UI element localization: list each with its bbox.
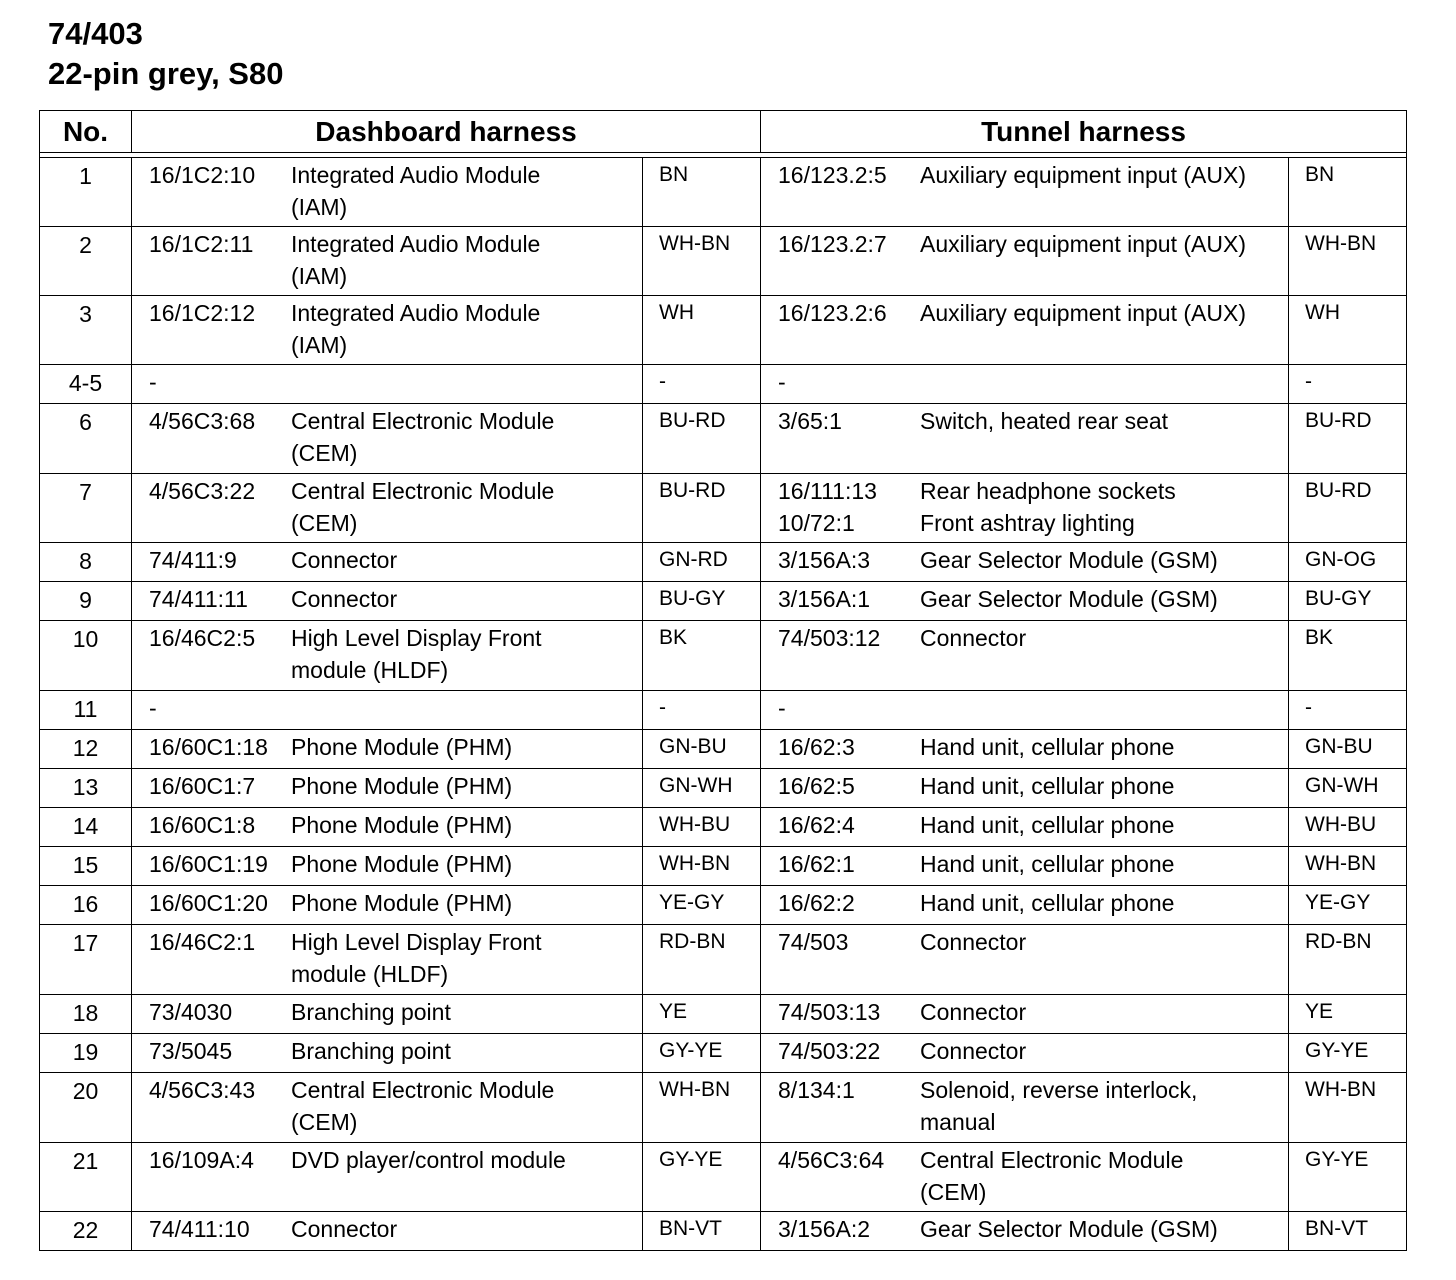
- tunnel-connection: [761, 158, 1289, 227]
- dashboard-wire-color: GN-RD: [643, 543, 761, 582]
- tunnel-connection: [761, 296, 1289, 365]
- pin-reference: 16/46C2:1: [149, 929, 256, 955]
- tunnel-connection: [761, 621, 1289, 691]
- pin-reference: 16/62:3: [778, 734, 855, 760]
- tunnel-connection: [761, 847, 1289, 886]
- pin-reference: 16/60C1:7: [149, 773, 256, 799]
- pin-reference: 16/123.2:6: [778, 300, 887, 326]
- pin-reference: 74/503:13: [778, 999, 881, 1025]
- pin-reference: 8/134:1: [778, 1077, 855, 1103]
- pin-number: 10: [40, 621, 132, 691]
- dashboard-connection-line: [149, 436, 642, 468]
- pin-reference: 4/56C3:43: [149, 1077, 256, 1103]
- tunnel-connection: [761, 730, 1289, 769]
- dashboard-connection-line: [149, 296, 642, 328]
- tunnel-connection: [761, 995, 1289, 1034]
- pin-reference: -: [778, 369, 786, 395]
- pin-reference: 16/62:2: [778, 890, 855, 916]
- component-description: Hand unit, cellular phone: [920, 890, 1175, 916]
- dashboard-connection-line: [149, 582, 642, 614]
- table-row: [40, 1034, 1407, 1073]
- component-description: (IAM): [291, 194, 348, 220]
- dashboard-connection-line: [149, 365, 642, 397]
- component-description: Integrated Audio Module: [291, 231, 541, 257]
- pin-number: 4-5: [40, 365, 132, 404]
- component-description: Connector: [920, 625, 1027, 651]
- component-description: Central Electronic Module: [291, 1077, 555, 1103]
- component-description: Gear Selector Module (GSM): [920, 586, 1218, 612]
- pin-reference: 74/503: [778, 929, 849, 955]
- tunnel-wire-color: GN-BU: [1289, 730, 1407, 769]
- tunnel-connection-line: [778, 1105, 1288, 1137]
- pin-number: 3: [40, 296, 132, 365]
- tunnel-connection-line: [778, 404, 1288, 436]
- component-description: Gear Selector Module (GSM): [920, 547, 1218, 573]
- tunnel-connection-line: [778, 925, 1288, 957]
- pin-number: 12: [40, 730, 132, 769]
- tunnel-connection: [761, 582, 1289, 621]
- component-description: module (HLDF): [291, 657, 449, 683]
- pin-reference: 4/56C3:68: [149, 408, 256, 434]
- tunnel-connection: [761, 365, 1289, 404]
- table-row: [40, 227, 1407, 296]
- dashboard-connection-line: [149, 730, 642, 762]
- dashboard-wire-color: WH-BN: [643, 227, 761, 296]
- component-description: Hand unit, cellular phone: [920, 734, 1175, 760]
- component-description: (CEM): [291, 510, 358, 536]
- tunnel-connection-line: [778, 227, 1288, 259]
- pin-reference: 16/60C1:8: [149, 812, 256, 838]
- dashboard-connection-line: [149, 808, 642, 840]
- dashboard-connection-line: [149, 259, 642, 291]
- tunnel-connection-line: [778, 506, 1288, 538]
- dashboard-connection: [132, 1143, 643, 1212]
- table-row: [40, 808, 1407, 847]
- dashboard-connection-line: [149, 925, 642, 957]
- dashboard-connection: [132, 730, 643, 769]
- tunnel-connection-line: [778, 886, 1288, 918]
- tunnel-connection: [761, 404, 1289, 474]
- tunnel-wire-color: BK: [1289, 621, 1407, 691]
- document-title-block: [48, 14, 283, 94]
- dashboard-connection: [132, 847, 643, 886]
- pin-rows: [40, 158, 1407, 1251]
- pin-reference: 16/62:4: [778, 812, 855, 838]
- dashboard-connection: [132, 158, 643, 227]
- pin-reference: 16/1C2:11: [149, 231, 254, 257]
- component-description: Hand unit, cellular phone: [920, 851, 1175, 877]
- pin-number: 17: [40, 925, 132, 995]
- pin-reference: -: [149, 369, 157, 395]
- table-row: [40, 582, 1407, 621]
- dashboard-connection-line: [149, 886, 642, 918]
- tunnel-connection-line: [778, 1212, 1288, 1244]
- dashboard-connection-line: [149, 474, 642, 506]
- tunnel-connection: [761, 474, 1289, 543]
- header-no: No.: [40, 111, 132, 153]
- dashboard-wire-color: GY-YE: [643, 1143, 761, 1212]
- pin-reference: 16/123.2:7: [778, 231, 887, 257]
- pin-reference: 16/109A:4: [149, 1147, 254, 1173]
- pin-reference: 16/123.2:5: [778, 162, 887, 188]
- component-description: Connector: [920, 929, 1027, 955]
- dashboard-connection-line: [149, 653, 642, 685]
- component-description: Phone Module (PHM): [291, 773, 513, 799]
- pin-number: 9: [40, 582, 132, 621]
- dashboard-wire-color: RD-BN: [643, 925, 761, 995]
- pin-reference: 16/62:1: [778, 851, 855, 877]
- dashboard-connection: [132, 691, 643, 730]
- tunnel-connection-line: [778, 296, 1288, 328]
- tunnel-connection-line: [778, 474, 1288, 506]
- tunnel-connection-line: [778, 769, 1288, 801]
- component-description: Phone Module (PHM): [291, 734, 513, 760]
- component-description: High Level Display Front: [291, 625, 542, 651]
- tunnel-wire-color: GY-YE: [1289, 1143, 1407, 1212]
- tunnel-wire-color: WH: [1289, 296, 1407, 365]
- table-row: [40, 621, 1407, 691]
- pin-reference: 3/65:1: [778, 408, 842, 434]
- table-row: [40, 769, 1407, 808]
- component-description: Solenoid, reverse interlock,: [920, 1077, 1198, 1103]
- tunnel-connection-line: [778, 543, 1288, 575]
- dashboard-wire-color: YE: [643, 995, 761, 1034]
- pin-reference: 4/56C3:22: [149, 478, 256, 504]
- pin-reference: 74/503:12: [778, 625, 881, 651]
- component-description: (CEM): [291, 440, 358, 466]
- dashboard-connection-line: [149, 1143, 642, 1175]
- pin-reference: 16/1C2:10: [149, 162, 256, 188]
- component-description: Connector: [291, 586, 398, 612]
- tunnel-wire-color: -: [1289, 691, 1407, 730]
- table-row: [40, 543, 1407, 582]
- pin-number: 1: [40, 158, 132, 227]
- component-description: DVD player/control module: [291, 1147, 566, 1173]
- table-row: [40, 158, 1407, 227]
- header-row: [40, 111, 1407, 153]
- dashboard-connection: [132, 296, 643, 365]
- table-row: [40, 691, 1407, 730]
- dashboard-connection: [132, 1212, 643, 1251]
- pin-reference: 16/1C2:12: [149, 300, 256, 326]
- dashboard-connection: [132, 886, 643, 925]
- tunnel-wire-color: -: [1289, 365, 1407, 404]
- dashboard-connection-line: [149, 691, 642, 723]
- tunnel-connection: [761, 808, 1289, 847]
- tunnel-connection: [761, 543, 1289, 582]
- dashboard-wire-color: YE-GY: [643, 886, 761, 925]
- component-description: Central Electronic Module: [291, 478, 555, 504]
- component-description: Central Electronic Module: [291, 408, 555, 434]
- pin-number: 21: [40, 1143, 132, 1212]
- dashboard-connection-line: [149, 957, 642, 989]
- pin-number: 13: [40, 769, 132, 808]
- pin-reference: 16/46C2:5: [149, 625, 256, 651]
- dashboard-connection: [132, 365, 643, 404]
- tunnel-connection-line: [778, 1034, 1288, 1066]
- component-description: Phone Module (PHM): [291, 851, 513, 877]
- dashboard-wire-color: GY-YE: [643, 1034, 761, 1073]
- component-description: Connector: [920, 999, 1027, 1025]
- pin-reference: 74/411:11: [149, 586, 248, 612]
- dashboard-connection-line: [149, 1105, 642, 1137]
- pin-number: 14: [40, 808, 132, 847]
- pin-reference: 74/411:9: [149, 547, 237, 573]
- dashboard-wire-color: WH-BN: [643, 847, 761, 886]
- table-row: [40, 1073, 1407, 1143]
- component-description: Connector: [920, 1038, 1027, 1064]
- pin-reference: 74/411:10: [149, 1216, 250, 1242]
- tunnel-wire-color: RD-BN: [1289, 925, 1407, 995]
- component-description: Connector: [291, 547, 398, 573]
- header-dashboard-harness: Dashboard harness: [132, 111, 761, 153]
- pin-number: 7: [40, 474, 132, 543]
- dashboard-connection: [132, 404, 643, 474]
- pin-number: 19: [40, 1034, 132, 1073]
- dashboard-wire-color: BU-RD: [643, 404, 761, 474]
- tunnel-connection-line: [778, 582, 1288, 614]
- component-description: Branching point: [291, 999, 451, 1025]
- component-description: Integrated Audio Module: [291, 300, 541, 326]
- component-description: Hand unit, cellular phone: [920, 773, 1175, 799]
- pin-number: 11: [40, 691, 132, 730]
- dashboard-wire-color: BN-VT: [643, 1212, 761, 1251]
- tunnel-connection-line: [778, 1175, 1288, 1207]
- tunnel-connection: [761, 1034, 1289, 1073]
- dashboard-connection-line: [149, 190, 642, 222]
- tunnel-connection-line: [778, 158, 1288, 190]
- tunnel-connection-line: [778, 1143, 1288, 1175]
- table-row: [40, 404, 1407, 474]
- pin-reference: 16/60C1:18: [149, 734, 268, 760]
- component-description: Auxiliary equipment input (AUX): [920, 162, 1246, 188]
- pin-reference: 74/503:22: [778, 1038, 881, 1064]
- tunnel-wire-color: GY-YE: [1289, 1034, 1407, 1073]
- tunnel-connection-line: [778, 365, 1288, 397]
- table-row: [40, 995, 1407, 1034]
- component-description: Central Electronic Module: [920, 1147, 1184, 1173]
- pin-reference: 16/60C1:20: [149, 890, 268, 916]
- dashboard-connection-line: [149, 847, 642, 879]
- dashboard-connection-line: [149, 543, 642, 575]
- component-description: Rear headphone sockets: [920, 478, 1176, 504]
- pin-reference: 16/60C1:19: [149, 851, 268, 877]
- tunnel-wire-color: WH-BN: [1289, 1073, 1407, 1143]
- dashboard-connection: [132, 582, 643, 621]
- table-row: [40, 1212, 1407, 1251]
- dashboard-wire-color: -: [643, 365, 761, 404]
- dashboard-connection-line: [149, 995, 642, 1027]
- dashboard-wire-color: WH-BU: [643, 808, 761, 847]
- pin-reference: 3/156A:1: [778, 586, 871, 612]
- dashboard-wire-color: -: [643, 691, 761, 730]
- component-description: (CEM): [291, 1109, 358, 1135]
- pin-reference: 10/72:1: [778, 510, 855, 536]
- tunnel-connection: [761, 1073, 1289, 1143]
- pin-reference: 73/5045: [149, 1038, 233, 1064]
- dashboard-connection-line: [149, 1073, 642, 1105]
- tunnel-connection: [761, 925, 1289, 995]
- dashboard-connection-line: [149, 404, 642, 436]
- tunnel-wire-color: WH-BN: [1289, 847, 1407, 886]
- component-description: Branching point: [291, 1038, 451, 1064]
- tunnel-wire-color: GN-WH: [1289, 769, 1407, 808]
- dashboard-connection: [132, 621, 643, 691]
- tunnel-wire-color: BN-VT: [1289, 1212, 1407, 1251]
- tunnel-wire-color: BN: [1289, 158, 1407, 227]
- tunnel-connection: [761, 769, 1289, 808]
- dashboard-connection: [132, 995, 643, 1034]
- dashboard-wire-color: BN: [643, 158, 761, 227]
- component-description: (CEM): [920, 1179, 987, 1205]
- dashboard-connection-line: [149, 1034, 642, 1066]
- pin-number: 15: [40, 847, 132, 886]
- component-description: module (HLDF): [291, 961, 449, 987]
- dashboard-wire-color: WH-BN: [643, 1073, 761, 1143]
- dashboard-connection-line: [149, 1212, 642, 1244]
- dashboard-connection: [132, 808, 643, 847]
- table-row: [40, 1143, 1407, 1212]
- tunnel-connection-line: [778, 691, 1288, 723]
- pin-reference: -: [778, 695, 786, 721]
- tunnel-connection-line: [778, 995, 1288, 1027]
- header-tunnel-harness: Tunnel harness: [761, 111, 1407, 153]
- tunnel-connection-line: [778, 808, 1288, 840]
- pin-number: 18: [40, 995, 132, 1034]
- tunnel-connection-line: [778, 730, 1288, 762]
- table-row: [40, 925, 1407, 995]
- pin-reference: 3/156A:2: [778, 1216, 871, 1242]
- dashboard-connection-line: [149, 769, 642, 801]
- pin-number: 6: [40, 404, 132, 474]
- component-description: Integrated Audio Module: [291, 162, 541, 188]
- tunnel-wire-color: YE: [1289, 995, 1407, 1034]
- tunnel-connection: [761, 227, 1289, 296]
- pin-number: 20: [40, 1073, 132, 1143]
- dashboard-connection-line: [149, 621, 642, 653]
- pin-number: 16: [40, 886, 132, 925]
- component-description: Phone Module (PHM): [291, 890, 513, 916]
- component-description: Connector: [291, 1216, 398, 1242]
- pin-number: 22: [40, 1212, 132, 1251]
- component-description: Switch, heated rear seat: [920, 408, 1169, 434]
- table-row: [40, 474, 1407, 543]
- dashboard-connection-line: [149, 158, 642, 190]
- dashboard-wire-color: BU-RD: [643, 474, 761, 543]
- tunnel-connection: [761, 691, 1289, 730]
- component-description: Gear Selector Module (GSM): [920, 1216, 1218, 1242]
- dashboard-connection-line: [149, 506, 642, 538]
- tunnel-wire-color: BU-GY: [1289, 582, 1407, 621]
- component-description: manual: [920, 1109, 996, 1135]
- table-row: [40, 847, 1407, 886]
- component-description: High Level Display Front: [291, 929, 542, 955]
- pin-reference: 73/4030: [149, 999, 233, 1025]
- component-description: Front ashtray lighting: [920, 510, 1135, 536]
- tunnel-connection-line: [778, 847, 1288, 879]
- dashboard-wire-color: BK: [643, 621, 761, 691]
- dashboard-connection: [132, 1034, 643, 1073]
- dashboard-connection: [132, 543, 643, 582]
- pin-reference: 4/56C3:64: [778, 1147, 885, 1173]
- dashboard-wire-color: BU-GY: [643, 582, 761, 621]
- tunnel-wire-color: WH-BU: [1289, 808, 1407, 847]
- table-row: [40, 886, 1407, 925]
- dashboard-wire-color: WH: [643, 296, 761, 365]
- dashboard-connection: [132, 227, 643, 296]
- dashboard-wire-color: GN-BU: [643, 730, 761, 769]
- dashboard-connection: [132, 769, 643, 808]
- table-row: [40, 730, 1407, 769]
- pin-table: [39, 110, 1407, 1251]
- pin-reference: 16/62:5: [778, 773, 855, 799]
- component-description: (IAM): [291, 332, 348, 358]
- table-row: [40, 365, 1407, 404]
- tunnel-wire-color: BU-RD: [1289, 404, 1407, 474]
- tunnel-connection: [761, 1212, 1289, 1251]
- table-row: [40, 296, 1407, 365]
- pin-reference: 16/111:13: [778, 478, 877, 504]
- pin-number: 2: [40, 227, 132, 296]
- dashboard-connection: [132, 474, 643, 543]
- tunnel-connection-line: [778, 621, 1288, 653]
- tunnel-wire-color: YE-GY: [1289, 886, 1407, 925]
- component-description: Hand unit, cellular phone: [920, 812, 1175, 838]
- tunnel-connection: [761, 1143, 1289, 1212]
- dashboard-connection-line: [149, 227, 642, 259]
- tunnel-wire-color: WH-BN: [1289, 227, 1407, 296]
- component-description: Phone Module (PHM): [291, 812, 513, 838]
- pin-reference: 3/156A:3: [778, 547, 871, 573]
- component-description: Auxiliary equipment input (AUX): [920, 300, 1246, 326]
- pin-reference: -: [149, 695, 157, 721]
- component-description: (IAM): [291, 263, 348, 289]
- connector-description: 22-pin grey, S80: [48, 56, 284, 91]
- dashboard-wire-color: GN-WH: [643, 769, 761, 808]
- tunnel-wire-color: BU-RD: [1289, 474, 1407, 543]
- connector-id: 74/403: [48, 16, 143, 51]
- component-description: Auxiliary equipment input (AUX): [920, 231, 1246, 257]
- tunnel-connection: [761, 886, 1289, 925]
- tunnel-connection-line: [778, 1073, 1288, 1105]
- dashboard-connection-line: [149, 328, 642, 360]
- pin-number: 8: [40, 543, 132, 582]
- dashboard-connection: [132, 1073, 643, 1143]
- tunnel-wire-color: GN-OG: [1289, 543, 1407, 582]
- dashboard-connection: [132, 925, 643, 995]
